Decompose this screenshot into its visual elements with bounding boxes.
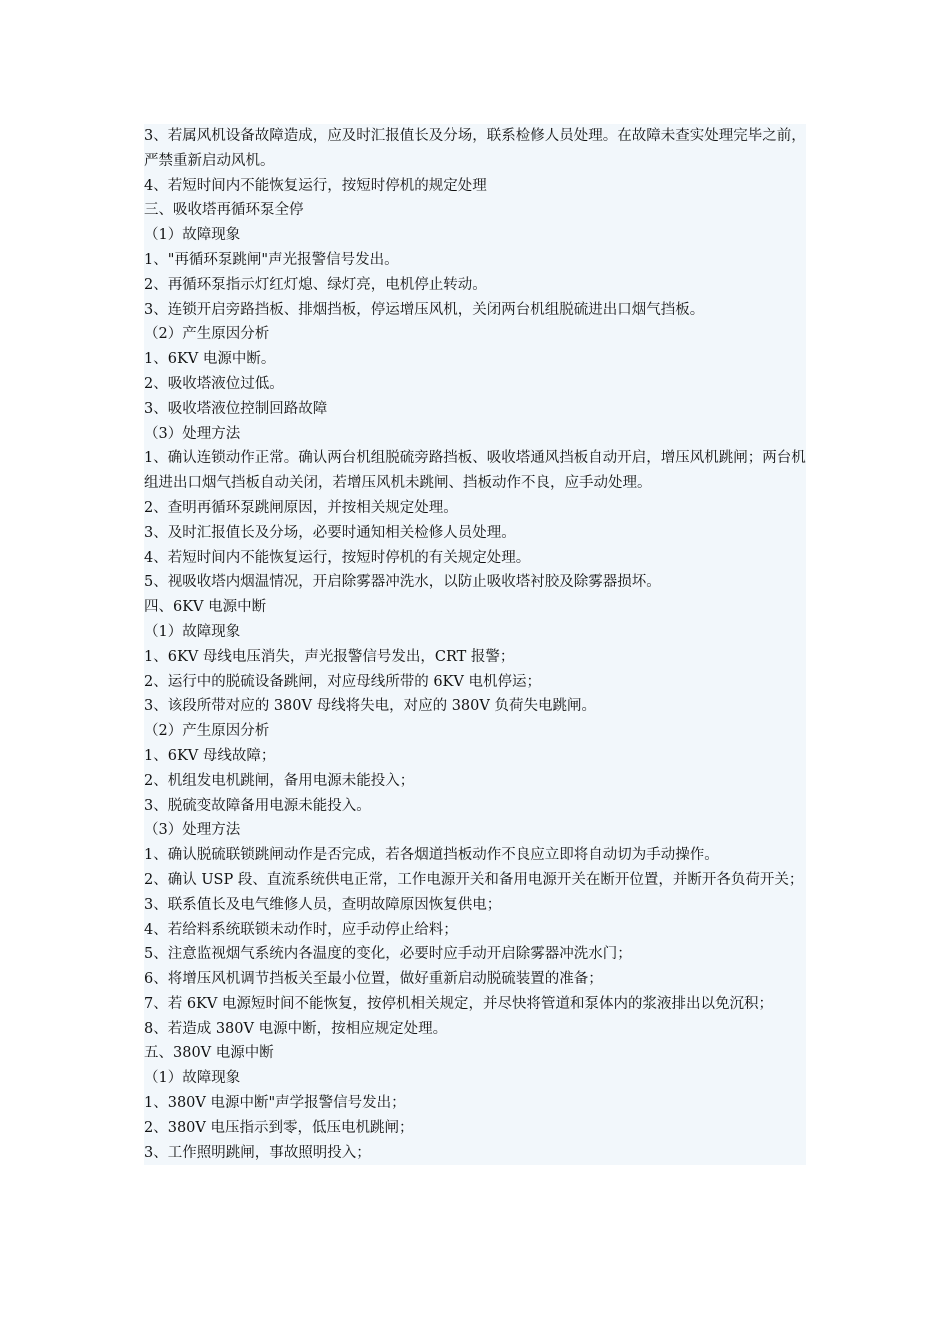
subsection-heading: （3）处理方法 [144, 425, 241, 442]
text-line: 4、若短时间内不能恢复运行，按短时停机的规定处理 [144, 177, 487, 194]
text-line: 3、若属风机设备故障造成，应及时汇报值长及分场，联系检修人员处理。在故障未查实处理完毕之前，严禁重新启动风机。 [144, 128, 806, 169]
text-line: 1、6KV 母线电压消失，声光报警信号发出，CRT 报警； [144, 648, 515, 665]
text-line: 3、工作照明跳闸，事故照明投入； [144, 1144, 371, 1161]
text-line: 2、380V 电压指示到零，低压电机跳闸； [144, 1119, 414, 1136]
text-line: 3、吸收塔液位控制回路故障 [144, 400, 328, 417]
text-line: 4、若短时间内不能恢复运行，按短时停机的有关规定处理。 [144, 549, 531, 566]
subsection-heading: （1）故障现象 [144, 623, 241, 640]
text-line: 1、6KV 母线故障； [144, 747, 276, 764]
subsection-heading: （2）产生原因分析 [144, 326, 270, 343]
section-heading: 四、6KV 电源中断 [144, 599, 267, 616]
text-line: 3、连锁开启旁路挡板、排烟挡板，停运增压风机，关闭两台机组脱硫进出口烟气挡板。 [144, 301, 705, 318]
text-line: 5、注意监视烟气系统内各温度的变化，必要时应手动开启除雾器冲洗水门； [144, 946, 632, 963]
text-line: 1、确认连锁动作正常。确认两台机组脱硫旁路挡板、吸收塔通风挡板自动开启，增压风机跳闸；两台机组进出口烟气挡板自动关闭，若增压风机未跳闸、挡板动作不良，应手动处理。 [144, 450, 806, 492]
text-line: 1、6KV 电源中断。 [144, 351, 276, 368]
subsection-heading: （1）故障现象 [144, 1070, 241, 1087]
text-line: 2、再循环泵指示灯红灯熄、绿灯亮，电机停止转动。 [144, 276, 487, 293]
text-line: 1、"再循环泵跳闸"声光报警信号发出。 [144, 251, 399, 268]
text-line: 2、吸收塔液位过低。 [144, 375, 284, 392]
section-heading: 三、吸收塔再循环泵全停 [144, 202, 304, 219]
text-line: 3、该段所带对应的 380V 母线将失电，对应的 380V 负荷失电跳闸。 [144, 698, 596, 715]
text-line: 7、若 6KV 电源短时间不能恢复，按停机相关规定，并尽快将管道和泵体内的浆液排出以免沉积； [144, 995, 773, 1012]
text-line: 2、机组发电机跳闸，备用电源未能投入； [144, 772, 415, 789]
section-heading: 五、380V 电源中断 [144, 1045, 274, 1062]
text-line: 2、确认 USP 段、直流系统供电正常，工作电源开关和备用电源开关在断开位置，并断开各负荷开关； [144, 871, 804, 888]
text-line: 3、及时汇报值长及分场，必要时通知相关检修人员处理。 [144, 524, 516, 541]
text-line: 2、查明再循环泵跳闸原因，并按相关规定处理。 [144, 499, 458, 516]
text-line: 1、确认脱硫联锁跳闸动作是否完成，若各烟道挡板动作不良应立即将自动切为手动操作。 [144, 847, 719, 864]
text-line: 5、视吸收塔内烟温情况，开启除雾器冲洗水，以防止吸收塔衬胶及除雾器损坏。 [144, 574, 661, 591]
text-line: 1、380V 电源中断"声学报警信号发出； [144, 1095, 406, 1112]
subsection-heading: （3）处理方法 [144, 822, 241, 839]
text-line: 2、运行中的脱硫设备跳闸，对应母线所带的 6KV 电机停运； [144, 673, 541, 690]
text-line: 6、将增压风机调节挡板关至最小位置，做好重新启动脱硫装置的准备； [144, 971, 603, 988]
text-line: 3、脱硫变故障备用电源未能投入。 [144, 797, 371, 814]
text-line: 8、若造成 380V 电源中断，按相应规定处理。 [144, 1020, 448, 1037]
text-line: 3、联系值长及电气维修人员，查明故障原因恢复供电； [144, 896, 502, 913]
document-text-block [144, 124, 806, 1165]
text-line: 4、若给料系统联锁未动作时，应手动停止给料； [144, 921, 458, 938]
subsection-heading: （2）产生原因分析 [144, 723, 270, 740]
subsection-heading: （1）故障现象 [144, 227, 241, 244]
